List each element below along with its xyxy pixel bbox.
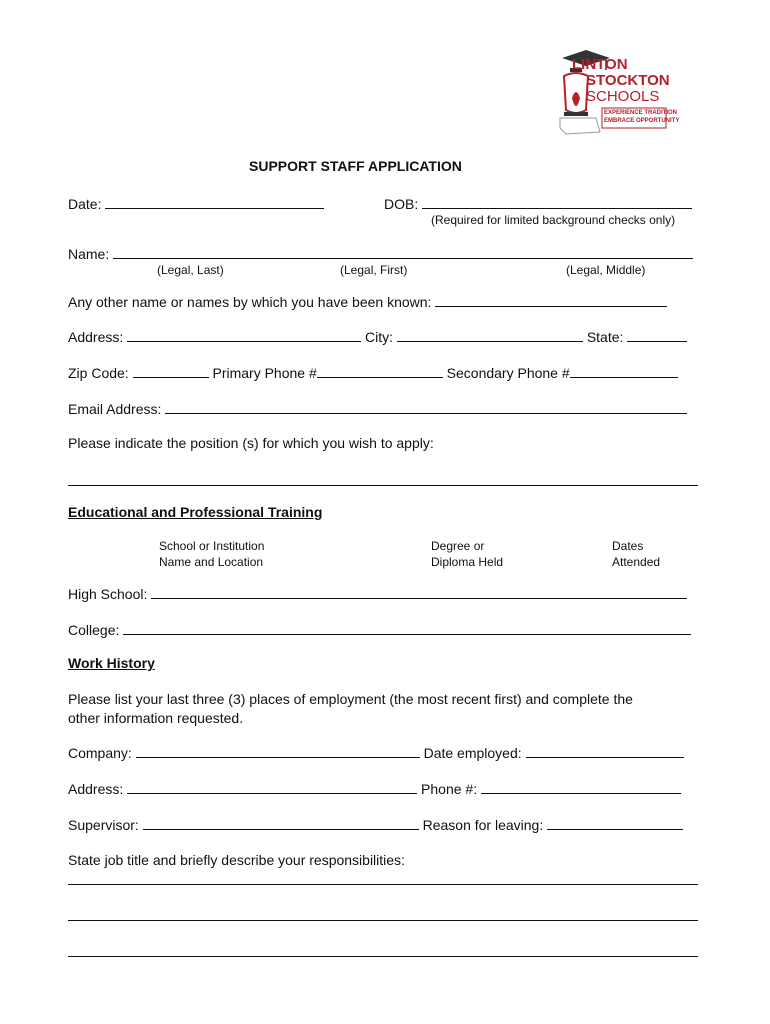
- secondary-phone-label: Secondary Phone #: [446, 365, 570, 381]
- responsibilities-input-line-2[interactable]: [68, 920, 698, 921]
- dob-input-line[interactable]: [422, 195, 692, 209]
- city-input-line[interactable]: [397, 328, 583, 342]
- work-address-row: [68, 780, 681, 798]
- address-input-line[interactable]: [127, 328, 361, 342]
- zip-phone-row: [68, 364, 678, 382]
- dob-label: DOB:: [384, 196, 419, 212]
- zip-label: Zip Code:: [68, 365, 129, 381]
- other-names-row: [68, 293, 667, 311]
- address-label: Address:: [68, 329, 124, 345]
- primary-phone-input-line[interactable]: [317, 364, 443, 378]
- email-input-line[interactable]: [165, 400, 687, 414]
- name-field-row: [68, 245, 693, 263]
- position-input-line[interactable]: [68, 485, 698, 486]
- zip-input-line[interactable]: [133, 364, 209, 378]
- reason-label: Reason for leaving:: [422, 817, 544, 833]
- work-address-input-line[interactable]: [127, 780, 417, 794]
- high-school-label: High School:: [68, 586, 148, 602]
- email-label: Email Address:: [68, 401, 162, 417]
- college-label: College:: [68, 622, 120, 638]
- secondary-phone-input-line[interactable]: [570, 364, 678, 378]
- page-title: SUPPORT STAFF APPLICATION: [249, 158, 462, 174]
- date-employed-input-line[interactable]: [526, 744, 684, 758]
- education-col3-header-2: Attended: [612, 555, 661, 569]
- work-phone-input-line[interactable]: [481, 780, 681, 794]
- other-names-label: Any other name or names by which you have been known:: [68, 294, 432, 310]
- responsibilities-input-line-3[interactable]: [68, 956, 698, 957]
- work-history-heading: Work History: [68, 655, 155, 671]
- high-school-input-line[interactable]: [151, 585, 687, 599]
- date-label: Date:: [68, 196, 102, 212]
- dob-note: (Required for limited background checks only): [431, 213, 676, 227]
- education-col2-header-2: Diploma Held: [431, 555, 504, 569]
- company-label: Company:: [68, 745, 132, 761]
- high-school-row: [68, 585, 687, 603]
- logo-line1: LINTON: [572, 56, 628, 73]
- work-instructions-2: other information requested.: [68, 710, 244, 726]
- date-input-line[interactable]: [105, 195, 324, 209]
- supervisor-input-line[interactable]: [143, 816, 419, 830]
- education-col3-header-1: Dates: [612, 539, 644, 553]
- address-row: [68, 328, 687, 346]
- name-middle-hint: (Legal, Middle): [566, 263, 646, 277]
- school-logo: [556, 48, 680, 140]
- state-label: State:: [586, 329, 624, 345]
- name-label: Name:: [68, 246, 110, 262]
- responsibilities-input-line-1[interactable]: [68, 884, 698, 885]
- work-phone-label: Phone #:: [421, 781, 478, 797]
- name-input-line[interactable]: [113, 245, 693, 259]
- college-input-line[interactable]: [123, 621, 691, 635]
- position-prompt: Please indicate the position (s) for which you wish to apply:: [68, 435, 434, 451]
- name-first-hint: (Legal, First): [340, 263, 408, 277]
- city-label: City:: [365, 329, 394, 345]
- work-instructions-1: Please list your last three (3) places of employment (the most recent first) and complete the: [68, 691, 633, 707]
- education-col1-header-2: Name and Location: [159, 555, 264, 569]
- work-address-label: Address:: [68, 781, 124, 797]
- dob-field-row: [384, 195, 692, 213]
- email-row: [68, 400, 687, 418]
- logo-line3: SCHOOLS: [586, 88, 660, 105]
- logo-tagline-1: EXPERIENCE TRADITION: [604, 110, 678, 116]
- supervisor-row: [68, 816, 683, 834]
- supervisor-label: Supervisor:: [68, 817, 139, 833]
- logo-tagline-2: EMBRACE OPPORTUNITY: [604, 118, 680, 124]
- logo-line2: STOCKTON: [586, 72, 670, 89]
- education-col1-header-1: School or Institution: [159, 539, 265, 553]
- company-row: [68, 744, 684, 762]
- college-row: [68, 621, 691, 639]
- other-names-input-line[interactable]: [435, 293, 667, 307]
- responsibilities-prompt: State job title and briefly describe your responsibilities:: [68, 852, 405, 868]
- date-field-row: [68, 195, 324, 213]
- name-last-hint: (Legal, Last): [157, 263, 224, 277]
- date-employed-label: Date employed:: [423, 745, 522, 761]
- education-col2-header-1: Degree or: [431, 539, 485, 553]
- primary-phone-label: Primary Phone #: [212, 365, 317, 381]
- company-input-line[interactable]: [136, 744, 420, 758]
- state-input-line[interactable]: [627, 328, 687, 342]
- education-heading: Educational and Professional Training: [68, 504, 323, 520]
- reason-input-line[interactable]: [547, 816, 683, 830]
